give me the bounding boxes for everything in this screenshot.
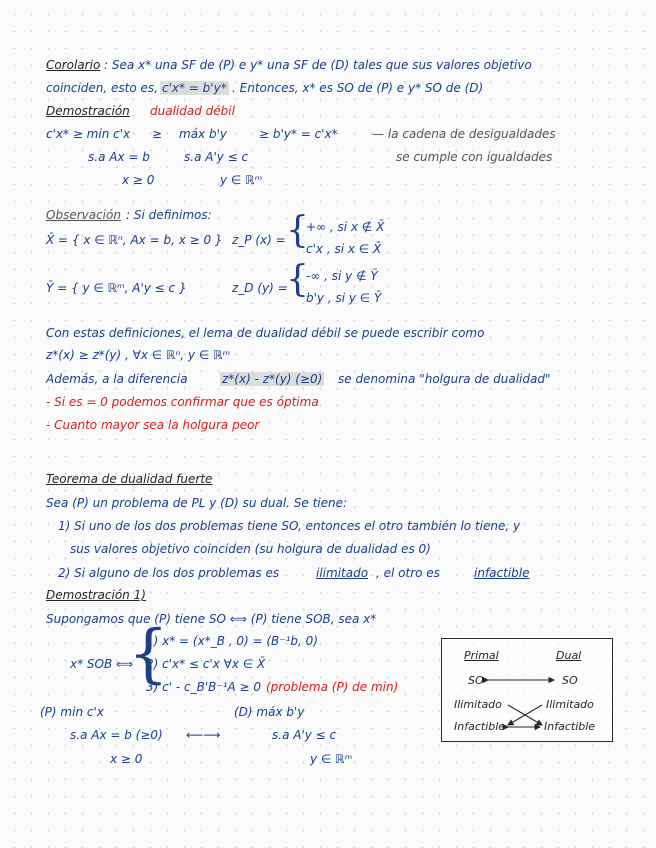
dual-row-1: (D) máx b'y	[234, 705, 305, 719]
weak-duality-label: dualidad débil	[150, 104, 235, 118]
theorem-item2-infeasible: infactible	[474, 566, 530, 580]
zd-case2: b'y , si y ∈ Ȳ	[306, 291, 382, 305]
dual-row-3: y ∈ ℝᵐ	[310, 752, 353, 766]
dual-row-2: s.a A'y ≤ c	[272, 728, 337, 742]
observation-paragraph-3-b: se denomina "holgura de dualidad"	[338, 372, 551, 386]
proof-row2-a: s.a Ax = b	[88, 150, 150, 164]
sob-label: x* SOB ⟺	[70, 657, 134, 671]
observation-red-note-1: - Si es = 0 podemos confirmar que es óptima	[46, 395, 319, 409]
box-so-right: SO	[562, 674, 578, 687]
theorem-suppose: Supongamos que (P) tiene SO ⟺ (P) tiene SOB, sea x*	[46, 612, 377, 626]
zp-case1: +∞ , si x ∉ X̄	[306, 220, 385, 234]
box-so-left: SO	[468, 674, 484, 687]
primal-row-2: s.a Ax = b (≥0)	[70, 728, 163, 742]
theorem-item1-a: 1) Si uno de los dos problemas tiene SO, entonces el otro también lo tiene, y	[58, 519, 521, 533]
sob-condition-3-note: (problema (P) de min)	[266, 680, 399, 694]
proof-row2-b: s.a A'y ≤ c	[184, 150, 249, 164]
sob-condition-1: 1) x* = (x*_B , 0) = (B⁻¹b, 0)	[146, 634, 318, 648]
proof-row1-c: máx b'y	[179, 127, 227, 141]
y-set-definition: Ȳ = { y ∈ ℝᵐ, A'y ≤ c }	[46, 281, 187, 295]
observation-intro: : Si definimos:	[126, 208, 212, 222]
zp-case2: c'x , si x ∈ X̄	[306, 242, 382, 256]
sob-condition-3: 3) c' - c_B'B⁻¹A ≥ 0	[146, 680, 262, 694]
zd-brace: {	[286, 259, 309, 300]
proof-row1-a: c'x* ≥ min c'x	[46, 127, 131, 141]
observation-paragraph-2: z*(x) ≥ z*(y) , ∀x ∈ ℝⁿ, y ∈ ℝᵐ	[46, 348, 231, 362]
zd-case1: -∞ , si y ∉ Ȳ	[306, 269, 378, 283]
proof-title-corollary: Demostración	[46, 104, 130, 118]
theorem-title: Teorema de dualidad fuerte	[46, 472, 213, 486]
box-dual-header: Dual	[556, 649, 582, 662]
observation-title: Observación	[46, 208, 121, 222]
sob-condition-2: 2) c'x* ≤ c'x ∀x ∈ X̄	[146, 657, 266, 671]
corollary-line2-equation: c'x* = b'y*	[162, 81, 227, 95]
observation-paragraph-3-a: Además, a la diferencia	[46, 372, 188, 386]
box-unbounded-left: Ilimitado	[454, 698, 502, 711]
box-infeasible-left: Infactible	[454, 720, 506, 733]
box-unbounded-right: Ilimitado	[546, 698, 594, 711]
zp-brace: {	[286, 210, 309, 251]
observation-paragraph-1: Con estas definiciones, el lema de dualidad débil se puede escribir como	[46, 326, 485, 340]
corollary-title: Corolario	[46, 58, 101, 72]
primal-row-3: x ≥ 0	[110, 752, 143, 766]
primal-dual-relations-box	[441, 638, 613, 742]
box-infeasible-right: Infactible	[544, 720, 596, 733]
x-set-definition: X̄ = { x ∈ ℝⁿ, Ax = b, x ≥ 0 }	[46, 233, 223, 247]
corollary-line1: : Sea x* una SF de (P) e y* una SF de (D) tales que sus valores objetivo	[104, 58, 532, 72]
zp-label: z_P (x) =	[232, 233, 286, 247]
theorem-item1-b: sus valores objetivo coinciden (su holgura de dualidad es 0)	[70, 542, 431, 556]
zd-label: z_D (y) =	[232, 281, 288, 295]
primal-dual-arrow: ⟵⟶	[186, 728, 221, 742]
corollary-line2-a: coinciden, esto es,	[46, 81, 158, 95]
proof-row1-d: ≥ b'y* = c'x*	[259, 127, 338, 141]
box-relation-arrows	[442, 639, 612, 741]
sob-brace: {	[128, 617, 169, 691]
corollary-line2-b: . Entonces, x* es SO de (P) e y* SO de (D)	[232, 81, 484, 95]
proof-title-theorem: Demostración 1)	[46, 588, 146, 602]
proof-row1-e: — la cadena de desigualdades	[372, 127, 556, 141]
proof-row1-b: ≥	[152, 127, 163, 141]
theorem-item2-unbounded: ilimitado	[316, 566, 369, 580]
box-primal-header: Primal	[464, 649, 499, 662]
theorem-intro: Sea (P) un problema de PL y (D) su dual. Se tiene:	[46, 496, 348, 510]
observation-red-note-2: - Cuanto mayor sea la holgura peor	[46, 418, 260, 432]
proof-row2-c: se cumple con igualdades	[396, 150, 553, 164]
theorem-item2-a: 2) Si alguno de los dos problemas es	[58, 566, 280, 580]
proof-row3-b: y ∈ ℝᵐ	[220, 173, 263, 187]
primal-row-1: (P) min c'x	[40, 705, 104, 719]
observation-paragraph-3-highlight: z*(x) - z*(y) (≥0)	[222, 372, 323, 386]
theorem-item2-b: , el otro es	[376, 566, 440, 580]
proof-row3-a: x ≥ 0	[122, 173, 155, 187]
